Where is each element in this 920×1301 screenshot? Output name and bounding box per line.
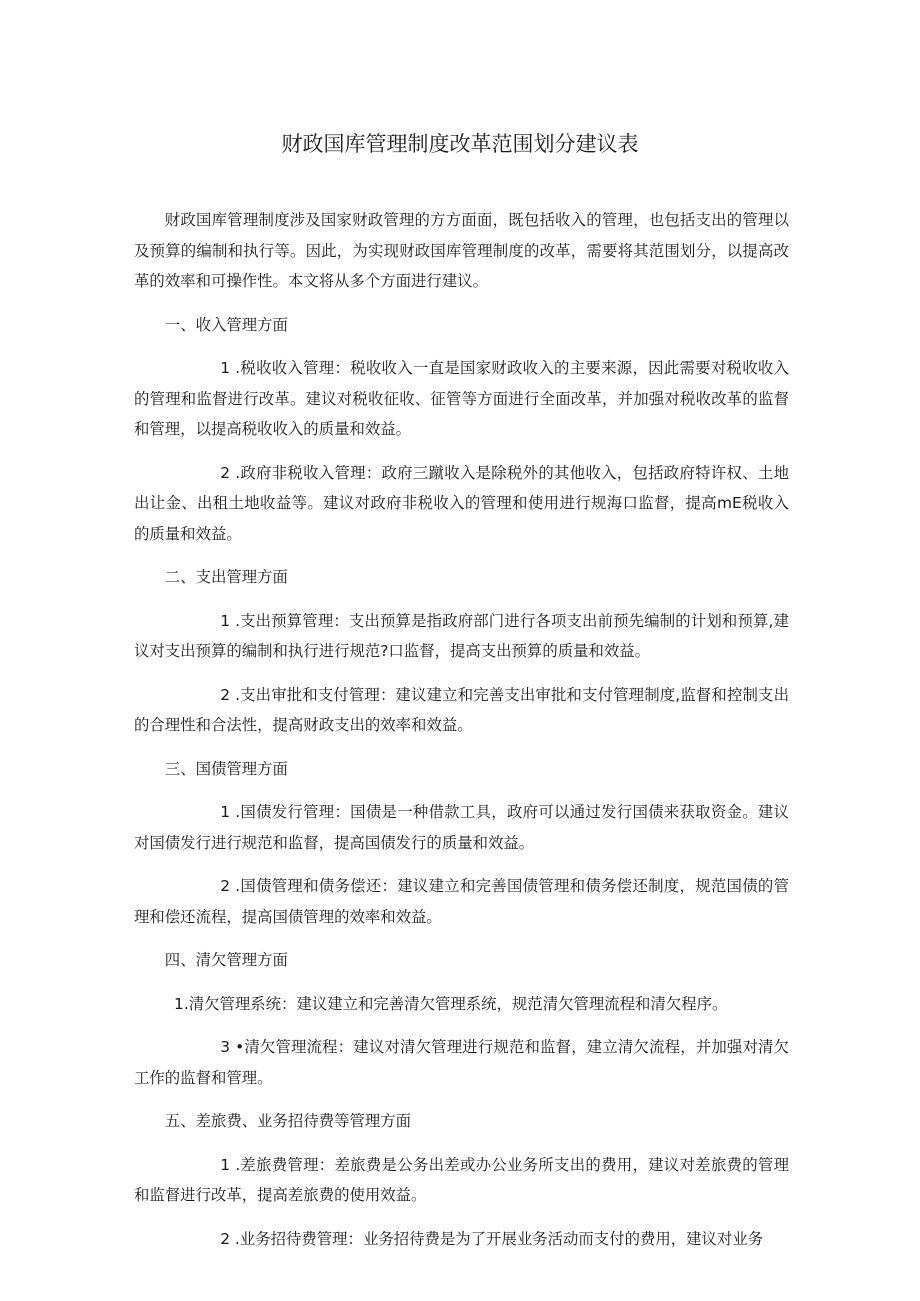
section-heading: 五、差旅费、业务招待费等管理方面	[164, 1112, 412, 1130]
list-item	[134, 680, 789, 741]
item-text: 1.清欠管理系统：建议建立和完善清欠管理系统，规范清欠管理流程和清欠程序。	[174, 994, 728, 1013]
item-number: 1	[220, 803, 231, 821]
list-item	[134, 871, 789, 932]
list-item	[134, 797, 789, 858]
item-text: .差旅费管理：差旅费是公务出差或办公业务所支出的费用，建议对差旅费的管理和监督进行改革，提高差旅费的使用效益。	[134, 1155, 789, 1204]
section-heading: 二、支出管理方面	[164, 568, 288, 586]
list-item	[134, 606, 789, 667]
item-text: •清欠管理流程：建议对清欠管理进行规范和监督，建立清欠流程，并加强对清欠工作的监督和管理。	[134, 1038, 789, 1087]
item-number: 1	[220, 359, 231, 377]
intro-paragraph: 财政国库管理制度涉及国家财政管理的方方面面，既包括收入的管理，也包括支出的管理以及预算的编制和执行等。因此，为实现财政国库管理制度的改革，需要将其范围划分，以提高改革的效率和可操作性。本文将从多个方面进行建议。	[134, 211, 789, 290]
list-item	[134, 353, 789, 445]
item-text: .政府非税收入管理：政府三蹴收入是除税外的其他收入，包括政府特许权、土地出让金、出租土地收益等。建议对政府非税收入的管理和使用进行规海口监督，提高mE税收入的质量和效益。	[134, 463, 789, 543]
document-body	[134, 205, 789, 1267]
list-item	[134, 458, 789, 550]
section-heading: 一、收入管理方面	[164, 315, 288, 334]
list-item	[134, 1150, 789, 1211]
item-number: 1	[220, 611, 231, 630]
item-text: .国债管理和债务偿还：建议建立和完善国债管理和债务偿还制度，规范国债的管理和偿还流程，提高国债管理的效率和效益。	[134, 877, 789, 926]
section-heading: 四、清欠管理方面	[164, 951, 288, 969]
item-number: 2	[220, 685, 231, 704]
item-number: 2	[220, 877, 231, 895]
item-number: 3	[220, 1038, 231, 1056]
item-number: 2	[220, 1229, 231, 1248]
document-title: 财政国库管理制度改革范围划分建议表	[281, 132, 639, 156]
item-number: 2	[220, 463, 231, 482]
list-item	[134, 1224, 789, 1255]
item-text: .支出审批和支付管理：建议建立和完善支出审批和支付管理制度,监督和控制支出的合理性和合法性，提高财政支出的效率和效益。	[134, 685, 789, 734]
item-text: .国债发行管理：国债是一种借款工具，政府可以通过发行国债来获取资金。建议对国债发行进行规范和监督，提高国债发行的质量和效益。	[134, 803, 789, 852]
item-text: .业务招待费管理：业务招待费是为了开展业务活动而支付的费用，建议对业务	[234, 1229, 764, 1248]
item-number: 1	[220, 1155, 231, 1174]
list-item	[134, 1032, 789, 1093]
section-heading: 三、国债管理方面	[164, 759, 288, 778]
item-text: .支出预算管理：支出预算是指政府部门进行各项支出前预先编制的计划和预算,建议对支出预算的编制和执行进行规范?口监督，提高支出预算的质量和效益。	[134, 611, 789, 660]
list-item	[134, 989, 789, 1020]
item-text: .税收收入管理：税收收入一直是国家财政收入的主要来源，因此需要对税收收入的管理和监督进行改革。建议对税收征收、征管等方面进行全面改革，并加强对税收改革的监督和管理，以提高税收收入的质量和效益。	[134, 359, 789, 438]
